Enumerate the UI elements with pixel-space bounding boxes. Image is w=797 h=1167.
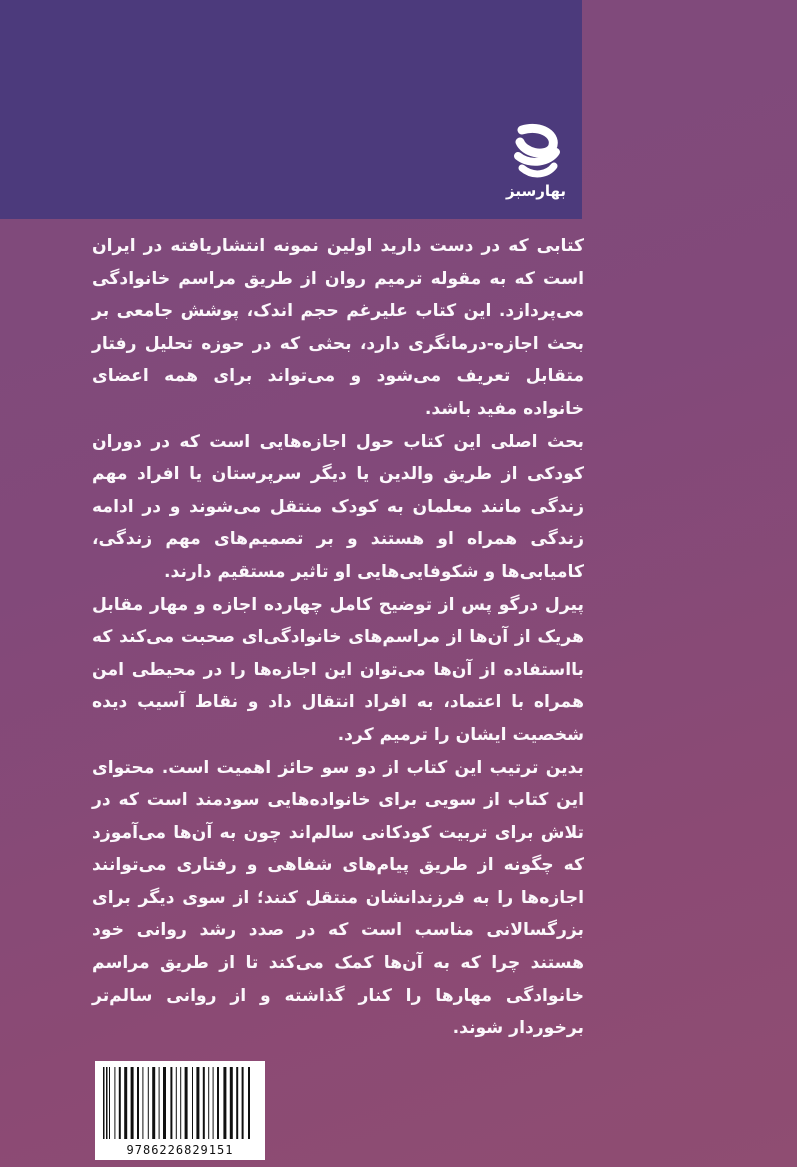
publisher-name: بهارسبز <box>505 182 566 200</box>
isbn-barcode <box>95 1061 265 1160</box>
barcode-bar <box>213 1067 214 1139</box>
barcode-bar <box>106 1067 108 1139</box>
back-cover-description <box>92 230 584 1039</box>
paragraph-2: بحث اصلی این کتاب حول اجازه‌هایی است که در دوران کودکی از طریق والدین یا دیگر سرپرستان یا افراد مهم زندگی مانند معلمان به کودک منتقل می‌شوند و در ادامه زندگی همراه او هستند و بر تصمیم‌های مهم زندگی، کامیابی‌ها و شکوفایی‌هایی او تاثیر مستقیم دارند. <box>92 431 584 582</box>
barcode-bar <box>223 1067 226 1139</box>
barcode-bar <box>196 1067 199 1139</box>
barcode-bar <box>124 1067 127 1139</box>
publisher-swirl-logo-icon <box>500 122 572 182</box>
barcode-bar <box>248 1067 250 1139</box>
barcode-bar <box>230 1067 233 1139</box>
barcode-bar <box>192 1067 193 1139</box>
barcode-bar <box>180 1067 181 1139</box>
barcode-bar <box>203 1067 205 1139</box>
barcode-bar <box>109 1067 110 1139</box>
barcode-icon <box>95 1063 265 1143</box>
publisher-band <box>0 0 582 219</box>
paragraph-3: پیرل درگو پس از توضیح کامل چهارده اجازه و مهار مقابل هریک از آن‌ها از مراسم‌های خانوادگی‌ای صحبت می‌کند که بااستفاده از آن‌ها می‌توان این اجازه‌ها را در محیطی امن همراه با اعتماد، به افراد انتقال داد و نقاط آسیب دیده شخصیت ایشان را ترمیم کرد. <box>92 594 584 745</box>
isbn-number: 9786226829151 <box>126 1143 234 1157</box>
barcode-bar <box>131 1067 134 1139</box>
barcode-bar <box>159 1067 160 1139</box>
barcode-bar <box>170 1067 172 1139</box>
barcode-bar <box>148 1067 149 1139</box>
barcode-bar <box>208 1067 209 1139</box>
barcode-bar <box>242 1067 244 1139</box>
barcode-bar <box>217 1067 219 1139</box>
barcode-bar <box>142 1067 143 1139</box>
publisher-logo <box>500 122 572 214</box>
barcode-bar <box>185 1067 188 1139</box>
barcode-bar <box>119 1067 121 1139</box>
barcode-bar <box>152 1067 155 1139</box>
paragraph-4: بدین ترتیب این کتاب از دو سو حائز اهمیت است. محتوای این کتاب از سویی برای خانواده‌هایی سودمند است که در تلاش برای تربیت کودکانی سالم‌اند چون به آن‌ها می‌آموزد که چگونه از طریق پیام‌های شفاهی و رفتاری می‌توانند اجازه‌ها را به فرزندانشان منتقل کنند؛ از سوی دیگر برای بزرگسالانی مناسب است که در صدد رشد روانی خود هستند چرا که به آن‌ها کمک می‌کند تا از طریق مراسم خانوادگی مهارها را کنار گذاشته و از روانی سالم‌تر برخوردار شوند. <box>92 757 584 1039</box>
barcode-bar <box>137 1067 139 1139</box>
barcode-bar <box>236 1067 238 1139</box>
barcode-bar <box>176 1067 177 1139</box>
barcode-bar <box>163 1067 166 1139</box>
barcode-bar <box>114 1067 115 1139</box>
barcode-bar <box>103 1067 105 1139</box>
paragraph-1: کتابی که در دست دارید اولین نمونه انتشاریافته در ایران است که به مقوله ترمیم روان از طریق مراسم خانوادگی می‌پردازد. این کتاب علیرغم حجم اندک، پوشش جامعی بر بحث اجازه-درمانگری دارد، بحثی که در حوزه تحلیل رفتار متقابل تعریف می‌شود و می‌تواند برای همه اعضای خانواده مفید باشد. <box>92 236 584 419</box>
